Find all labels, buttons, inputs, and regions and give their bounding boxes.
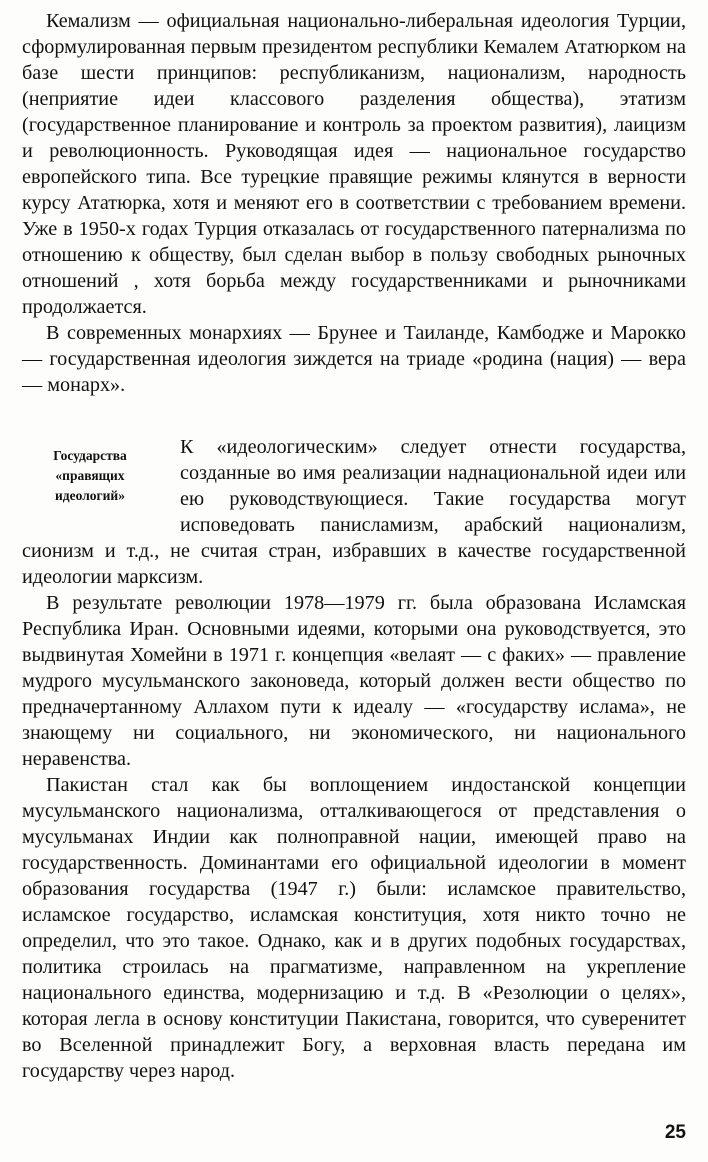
sidenote-gap (22, 434, 180, 538)
paragraph-kemalism: Кемализм — официальная национально-либеральная идеология Турции, сформулированная первым президентом республики Кемалем Ататюрком на базе шести принципов: республиканизм, национализм, народность (неприятие идеи классового разделения общества), этатизм (государственное планирование и контроль за проектом развития), лаицизм и революционность. Руководящая идея — национальное государство европейского типа. Все турецкие правящие режимы клянутся в верности курсу Ататюрка, хотя и меняют его в соответствии с требованием времени. Уже в 1950-х годах Турция отказалась от государственного патернализма по отношению к обществу, был сделан выбор в пользу свободных рыночных отношений , хотя борьба между государственниками и рыночниками продолжается. (22, 10, 686, 318)
sidenote-line: «правящих (55, 468, 125, 483)
sidenote-line: идеологий» (55, 488, 125, 503)
top-text-block (22, 8, 686, 398)
page-number: 25 (664, 1122, 686, 1143)
sidenote-line: Государства (53, 448, 127, 463)
bottom-text-block (22, 434, 686, 1084)
paragraph-iran: В результате революции 1978—1979 гг. была образована Исламская Республика Иран. Основными идеями, которыми она руководствуется, это выдвинутая Хомейни в 1971 г. концепция «велаят — с факих» — правление мудрого мусульманского законоведа, который должен вести общество по предначертанному Аллахом пути к идеалу — «государству ислама», не знающему ни социального, ни экономического, ни национального неравенства. (22, 592, 686, 770)
paragraph-ideological-states: К «идеологическим» следует отнести государства, созданные во имя реализации наднациональной идеи или ею руководствующиеся. Такие государства могут исповедовать панисламизм, арабский национализм, сионизм и т.д., не считая стран, избравших в качестве государственной идеологии марксизм. (22, 436, 686, 588)
paragraph-monarchies: В современных монархиях — Брунее и Таиланде, Камбодже и Марокко — государственная идеология зиждется на триаде «родина (нация) — вера — монарх». (22, 322, 686, 396)
paragraph-pakistan: Пакистан стал как бы воплощением индостанской концепции мусульманского национализма, отталкивающегося от представления о мусульманах Индии как полноправной нации, имеющей право на государственность. Доминантами его официальной идеологии в момент образования государства (1947 г.) были: исламское правительство, исламское государство, исламская конституция, хотя никто точно не определил, что это такое. Однако, как и в других подобных государствах, политика строилась на прагматизме, направленном на укрепление национального единства, модернизацию и т.д. В «Резолюции о целях», которая легла в основу конституции Пакистана, говорится, что суверенитет во Вселенной принадлежит Богу, а верховная власть передана им государству через народ. (22, 774, 686, 1082)
